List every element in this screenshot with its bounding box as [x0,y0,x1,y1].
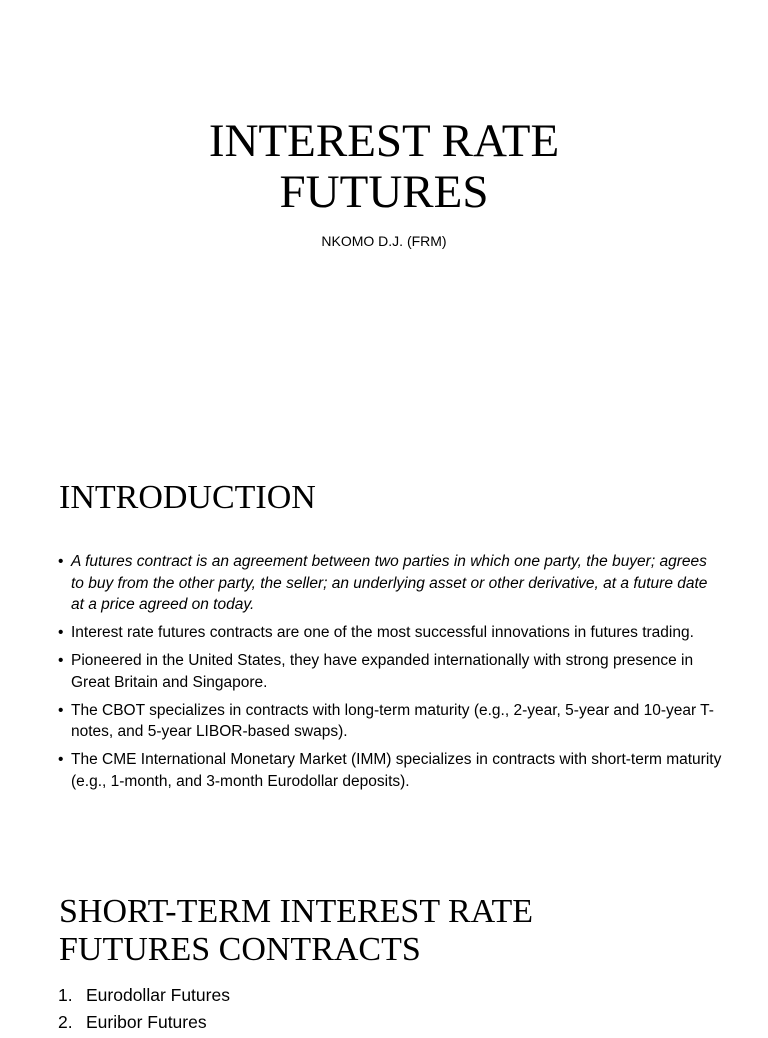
author-subtitle: NKOMO D.J. (FRM) [321,233,447,249]
bullet-text: Interest rate futures contracts are one of the most successful innovations in futures trading. [71,624,694,641]
list-item-label: Euribor Futures [86,1012,207,1032]
bullet-item-pioneered [58,650,723,693]
title-line-2: FUTURES [279,166,489,218]
title-line-1: INTEREST RATE [208,115,560,167]
short-term-heading-line-2: FUTURES CONTRACTS [59,931,421,968]
bullet-text: The CME International Monetary Market (IMM) specializes in contracts with short-term maturity (e.g., 1-month, and 3-month Eurodollar deposits). [71,751,722,790]
bullet-item-innovations [58,622,723,644]
bullet-item-cbot [58,700,723,743]
bullet-dot-icon: • [58,751,64,768]
list-item-label: Eurodollar Futures [86,985,230,1005]
title-slide [0,0,768,440]
list-item-eurodollar [58,984,718,1006]
list-item-number: 2. [58,1012,73,1032]
short-term-contract-list [58,984,718,1038]
list-item-number: 1. [58,985,73,1005]
short-term-heading-line-1: SHORT-TERM INTEREST RATE [59,893,533,930]
introduction-slide [0,440,768,830]
bullet-dot-icon: • [58,624,64,641]
bullet-dot-icon: • [58,553,64,570]
bullet-text: Pioneered in the United States, they have expanded internationally with strong presence in Great Britain and Singapore. [71,652,694,691]
bullet-item-futures-definition [58,551,723,616]
list-item-euribor [58,1011,718,1033]
introduction-heading: INTRODUCTION [59,479,316,516]
bullet-dot-icon: • [58,701,64,719]
bullet-text: The CBOT specializes in contracts with long-term maturity (e.g., 2-year, 5-year and 10-year T-notes, and 5-year LIBOR-based swaps). [71,701,714,740]
short-term-contracts-slide [0,830,768,1032]
bullet-text: A futures contract is an agreement between two parties in which one party, the buyer; agrees to buy from the other party, the seller; an underlying asset or other derivative, at a future date at a price agreed on today. [71,553,708,613]
bullet-item-cme-imm [58,749,723,792]
introduction-bullet-list [58,551,723,799]
bullet-dot-icon: • [58,652,64,669]
